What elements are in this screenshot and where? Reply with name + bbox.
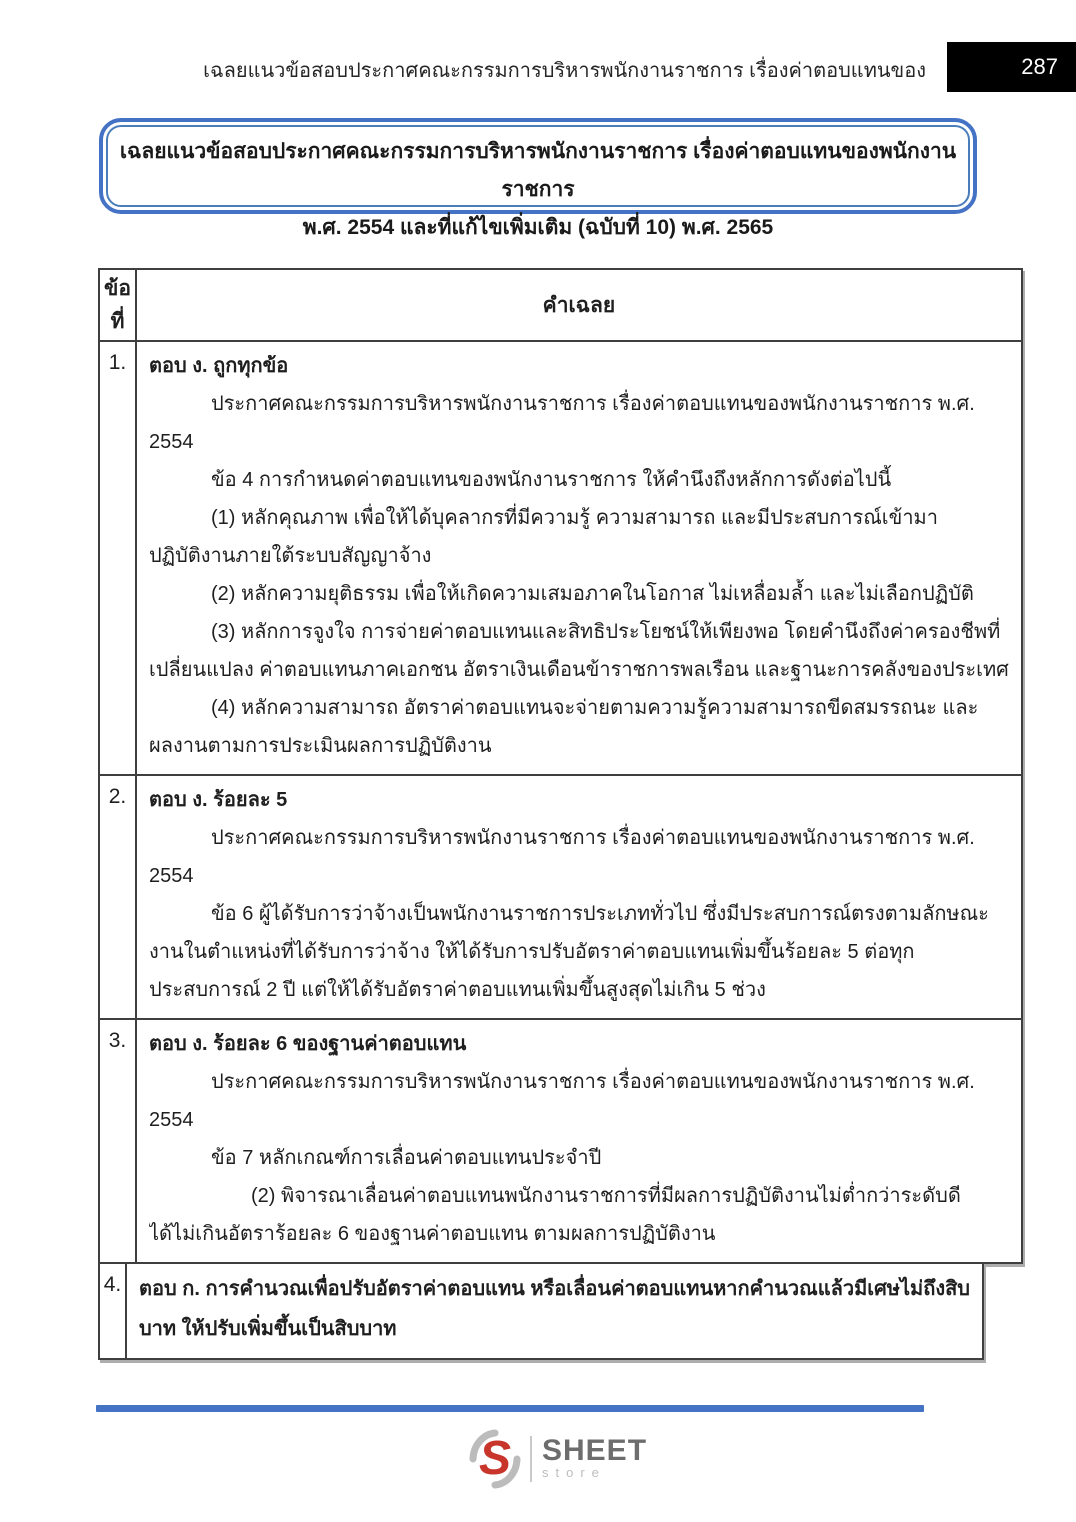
- answer-line: ตอบ ง. ร้อยละ 6 ของฐานค่าตอบแทน: [148, 1033, 467, 1055]
- answer-line: งานในตำแหน่งที่ได้รับการว่าจ้าง ให้ได้รับการปรับอัตราค่าตอบแทนเพิ่มขึ้นร้อยละ 5 ต่อทุก: [148, 941, 915, 963]
- title-box: [99, 118, 977, 239]
- title-line-1: เฉลยแนวข้อสอบประกาศคณะกรรมการบริหารพนักงานราชการ เรื่องค่าตอบแทนของพนักงานราชการ: [119, 140, 957, 201]
- answer-cell: [126, 1263, 983, 1359]
- table-row: [99, 1019, 1022, 1263]
- logo-divider: [530, 1436, 532, 1482]
- answer-line: 2554: [148, 431, 194, 453]
- answer-line: (3) หลักการจูงใจ การจ่ายค่าตอบแทนและสิทธิประโยชน์ให้เพียงพอ โดยคำนึงถึงค่าครองชีพที่: [210, 621, 1001, 643]
- answer-cell: [136, 775, 1022, 1019]
- answer-line: 2554: [148, 865, 194, 887]
- svg-text:S: S: [478, 1432, 512, 1485]
- answer-line: (4) หลักความสามารถ อัตราค่าตอบแทนจะจ่ายตามความรู้ความสามารถขีดสมรรถนะ และ: [210, 697, 979, 719]
- table-header-row: [99, 269, 1022, 341]
- answer-line: ประกาศคณะกรรมการบริหารพนักงานราชการ เรื่องค่าตอบแทนของพนักงานราชการ พ.ศ.: [210, 393, 975, 415]
- answer-line: (2) หลักความยุติธรรม เพื่อให้เกิดความเสมอภาคในโอกาส ไม่เหลื่อมล้ำ และไม่เลือกปฏิบัติ: [210, 583, 974, 605]
- answer-line: 2554: [148, 1109, 194, 1131]
- answer-line: ผลงานตามการประเมินผลการปฏิบัติงาน: [148, 735, 492, 757]
- table-row: [99, 1263, 983, 1359]
- question-number: 3.: [99, 1019, 136, 1263]
- column-header-question-no: ข้อที่: [99, 269, 136, 341]
- answer-line: ปฏิบัติงานภายใต้ระบบสัญญาจ้าง: [148, 545, 432, 567]
- question-number: 4.: [99, 1263, 126, 1359]
- question-number: 1.: [99, 341, 136, 775]
- answer-line: ข้อ 6 ผู้ได้รับการว่าจ้างเป็นพนักงานราชการประเภททั่วไป ซึ่งมีประสบการณ์ตรงตามลักษณะ: [210, 903, 989, 925]
- answer-cell: [136, 341, 1022, 775]
- title-box-inner: [106, 125, 970, 239]
- answer-line: (1) หลักคุณภาพ เพื่อให้ได้บุคลากรที่มีความรู้ ความสามารถ และมีประสบการณ์เข้ามา: [210, 507, 938, 529]
- page-number-badge: [947, 42, 1076, 92]
- logo-text: [542, 1434, 648, 1481]
- answer-cell: [136, 1019, 1022, 1263]
- footer-divider-rule: [96, 1405, 924, 1412]
- answer-line: ตอบ ง. ถูกทุกข้อ: [148, 355, 289, 377]
- answer-line: ข้อ 7 หลักเกณฑ์การเลื่อนค่าตอบแทนประจำปี: [210, 1147, 602, 1169]
- sheet-store-s-icon: [468, 1429, 522, 1489]
- answer-line: ประกาศคณะกรรมการบริหารพนักงานราชการ เรื่องค่าตอบแทนของพนักงานราชการ พ.ศ.: [210, 1071, 975, 1093]
- running-header-text: เฉลยแนวข้อสอบประกาศคณะกรรมการบริหารพนักงานราชการ เรื่องค่าตอบแทนของ: [203, 60, 926, 82]
- answer-line: ตอบ ก. การคำนวณเพื่อปรับอัตราค่าตอบแทน หรือเลื่อนค่าตอบแทนหากคำนวณแล้วมีเศษไม่ถึงสิบ: [138, 1278, 970, 1300]
- answer-line: ข้อ 4 การกำหนดค่าตอบแทนของพนักงานราชการ ให้คำนึงถึงหลักการดังต่อไปนี้: [210, 469, 892, 491]
- answer-line: (2) พิจารณาเลื่อนค่าตอบแทนพนักงานราชการที่มีผลการปฏิบัติงานไม่ต่ำกว่าระดับดี: [250, 1185, 961, 1207]
- answer-line: เปลี่ยนแปลง ค่าตอบแทนภาคเอกชน อัตราเงินเดือนข้าราชการพลเรือน และฐานะการคลังของประเทศ: [148, 659, 1009, 681]
- answer-line: บาท ให้ปรับเพิ่มขึ้นเป็นสิบบาท: [138, 1318, 397, 1340]
- table-row: [99, 775, 1022, 1019]
- answer-table-continued: [98, 1262, 984, 1360]
- logo-brand-sub: store: [542, 1465, 606, 1480]
- column-header-answer: คำเฉลย: [136, 269, 1022, 341]
- answer-line: ได้ไม่เกินอัตราร้อยละ 6 ของฐานค่าตอบแทน ตามผลการปฏิบัติงาน: [148, 1223, 716, 1245]
- question-number: 2.: [99, 775, 136, 1019]
- answer-table: [98, 268, 1023, 1264]
- page-number: 287: [1021, 54, 1058, 79]
- answer-line: ประสบการณ์ 2 ปี แต่ให้ได้รับอัตราค่าตอบแทนเพิ่มขึ้นสูงสุดไม่เกิน 5 ช่วง: [148, 979, 766, 1001]
- logo-brand-name: SHEET: [542, 1434, 648, 1467]
- title-line-2: พ.ศ. 2554 และที่แก้ไขเพิ่มเติม (ฉบับที่ 10) พ.ศ. 2565: [302, 216, 774, 239]
- answer-line: ตอบ ง. ร้อยละ 5: [148, 789, 288, 811]
- answer-line: ประกาศคณะกรรมการบริหารพนักงานราชการ เรื่องค่าตอบแทนของพนักงานราชการ พ.ศ.: [210, 827, 975, 849]
- table-row: [99, 341, 1022, 775]
- sheet-store-logo: [468, 1429, 647, 1489]
